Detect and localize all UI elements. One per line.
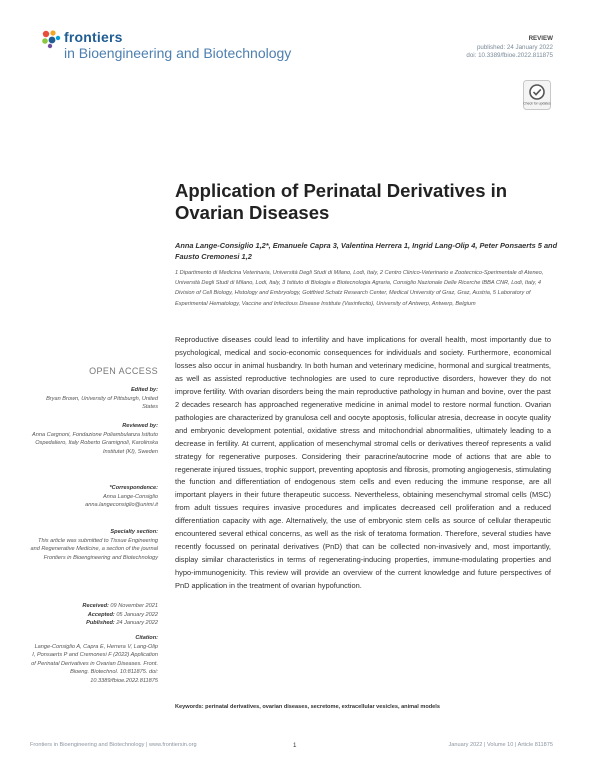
received-date: 09 November 2021 [110, 603, 158, 609]
edited-by-label: Edited by: [130, 387, 158, 393]
article-title: Application of Perinatal Derivatives in Ovarian Diseases [175, 180, 508, 223]
specialty-block [30, 528, 158, 562]
page-number: 1 [293, 742, 297, 749]
journal-name[interactable]: in Bioengineering and Biotechnology [64, 45, 292, 61]
publisher-brand[interactable]: frontiers [64, 29, 123, 45]
footer-article-info: January 2022 | Volume 10 | Article 811875 [448, 742, 553, 748]
check-updates-label: Check for updates [523, 101, 551, 106]
published-label: Published: [86, 620, 115, 627]
specialty-label: Specialty section: [110, 529, 158, 535]
accepted-date: 05 January 2022 [116, 611, 158, 618]
specialty-value: This article was submitted to Tissue Engineering and Regenerative Medicine, a section of the journal Frontiers in Bioengineering and Biotechnology [30, 537, 158, 561]
keywords-value: perinatal derivatives, ovarian diseases, secretome, extracellular vesicles, animal models [205, 704, 440, 710]
correspondence-block [30, 484, 158, 510]
citation-label: Citation: [135, 635, 158, 641]
edited-by-value: Bryan Brown, University of Pittsburgh, United States [46, 395, 158, 411]
frontiers-logo-icon [40, 28, 62, 50]
open-access-label: OPEN ACCESS [89, 366, 158, 376]
reviewed-by-block [30, 422, 158, 456]
edited-by-block [30, 386, 158, 412]
citation-block [30, 634, 158, 686]
received-label: Received: [82, 603, 109, 609]
footer-journal[interactable]: Frontiers in Bioengineering and Biotechnology | www.frontiersin.org [30, 742, 197, 748]
author-list: Anna Lange-Consiglio 1,2*, Emanuele Capra 3, Valentina Herrera 1, Ingrid Lang-Olip 4, Peter Ponsaerts 5 and Fausto Cremonesi 1,2 [175, 241, 558, 261]
correspondence-label: *Correspondence: [109, 485, 158, 491]
check-for-updates-icon[interactable] [523, 80, 551, 110]
affiliations: 1 Dipartimento di Medicina Veterinaria, Università Degli Studi di Milano, Lodi, Italy, 2 Centro Clinico-Veterinario e Zootecnico-Sperimentale di Ateneo, Università Degli Studi di Milano, Lodi, Italy, 3 Istituto di Biologia e Biotecnologia Agraria, Consiglio Nazionale Delle Ricerche IBBA CNR, Lodi, Italy, 4 Division of Cell Biology, Histology and Embryology, Gottfried Schatz Research Center, Medical University of Graz, Graz, Austria, 5 Laboratory of Experimental Hematology, Vaccine and Infectious Disease Institute (Vaxinfectio), University of Antwerp, Antwerp, Belgium [175, 270, 544, 307]
reviewed-by-value: Anna Cargnoni, Fondazione Poliambulanza Istituto Ospedaliero, Italy Roberto Gramignoli, Karolinska Institutet (KI), Sweden [32, 431, 158, 455]
article-type: REVIEW [528, 35, 553, 42]
doi[interactable]: doi: 10.3389/fbioe.2022.811875 [466, 52, 553, 59]
citation-value: Lange-Consiglio A, Capra E, Herrera V, Lang-Olip I, Ponsaerts P and Cremonesi F (2022) Application of Perinatal Derivatives in Ovarian Diseases. Front. Bioeng. Biotechnol. 10:811875. doi: 10.3389/fbioe.2022.811875 [31, 643, 158, 684]
dates-block [30, 602, 158, 628]
keywords [175, 704, 551, 710]
published-date: published: 24 January 2022 [476, 44, 553, 51]
reviewed-by-label: Reviewed by: [122, 423, 158, 429]
keywords-label: Keywords: [175, 704, 204, 710]
accepted-label: Accepted: [87, 611, 115, 618]
published-date-sidebar: 24 January 2022 [116, 620, 158, 627]
correspondence-value[interactable]: Anna Lange-Consiglio anna.langeconsiglio@unimi.it [85, 493, 158, 509]
abstract: Reproductive diseases could lead to infertility and have implications for overall health, most importantly due to psychological, medical and socio-economic consequences for individuals and society. Furthermore, economical losses also occur in animal husbandry. In both human and veterinary medicine, hormonal and surgical treatments, as well as assisted reproductive technologies are used to cure reproductive disorders, however they do not improve fertility. With ovarian disorders being the main reproductive pathology in human and bovine, over the past 2 decades research has approached regenerative medicine in animal model to restore normal function. Ovarian pathologies are characterized by granulosa cell and oocyte apoptosis, follicular atresia, decrease in oocyte quality and embryonic development potential, oxidative stress and mitochondrial abnormalities, ultimately leading to a decrease in fertility. At current, application of mesenchymal stromal cells or derivatives thereof represents a valid strategy for regenerative purposes. Considering their paracrine/autocrine mode of actions that are able to regenerate injured tissues, trophic support, preventing apoptosis and fibrosis, promoting angiogenesis, stimulating the function and differentiation of endogenous stem cells and even reducing the immune response, are all important players in their future therapeutic success. Nevertheless, obtaining mesenchymal stromal cells (MSC) from adult tissues requires invasive procedures and implicates decreased cell proliferation and a reduced differentiation capacity with age. Alternatively, the use of embryonic stem cells as source of cellular therapeutic encountered several ethical concerns, as well as the risk of teratoma formation. Therefore, several studies have recently focussed on perinatal derivatives (PnD) that can be collected non-invasively and, most importantly, display similar characteristics in terms of regenerating-inducing properties, immune-modulating properties and hypo-immunogenicity. This review will provide an overview of the current knowledge and future perspectives of PnD application in the treatment of ovarian hypofunction. [175, 335, 551, 591]
